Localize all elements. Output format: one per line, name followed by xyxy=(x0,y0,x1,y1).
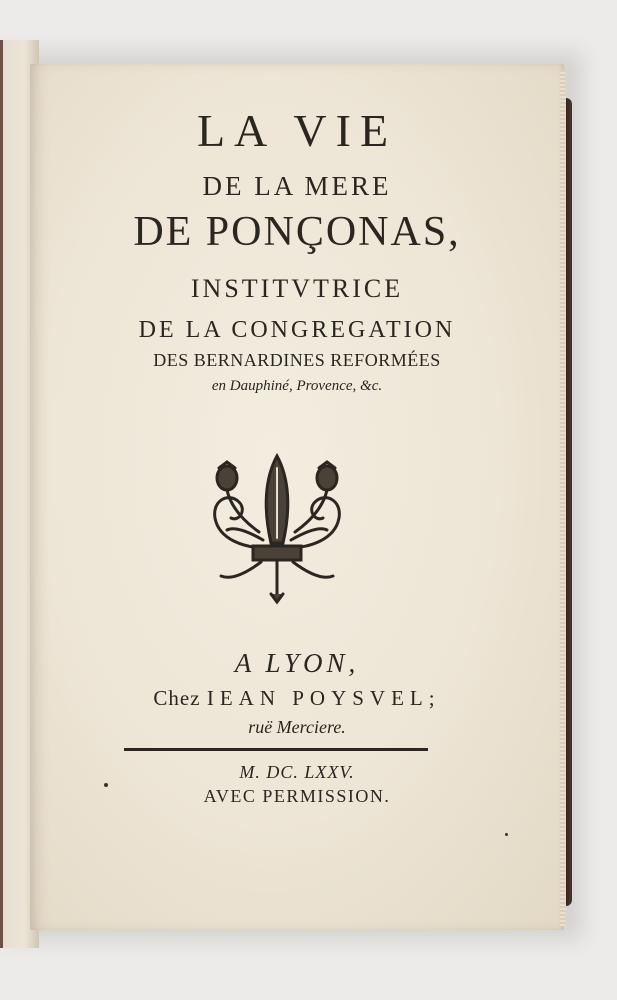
imprint-city: A LYON, xyxy=(234,648,360,678)
ink-speck xyxy=(104,783,108,787)
imprint-prefix: Chez xyxy=(153,686,207,710)
title-line-regions: en Dauphiné, Provence, &c. xyxy=(211,378,383,394)
imprint-street: ruë Merciere. xyxy=(248,717,346,737)
ink-speck xyxy=(505,833,508,836)
bleed-through-text xyxy=(9,140,31,154)
permission-line: AVEC PERMISSION. xyxy=(203,786,391,806)
title-line-congregation: DE LA CONGREGATION xyxy=(138,317,456,343)
title-line-de-la-mere: DE LA MERE xyxy=(202,171,392,201)
title-line-la-vie: LA VIE xyxy=(196,105,398,156)
title-line-bernardines: DES BERNARDINES REFORMÉES xyxy=(153,350,441,370)
imprint-printer: IEAN POYSVEL; xyxy=(206,686,441,710)
fleur-de-lis-icon xyxy=(205,448,350,608)
title-line-institutrice: INSTITVTRICE xyxy=(190,274,404,303)
horizontal-rule xyxy=(124,748,428,751)
imprint-printer-line xyxy=(30,686,564,711)
title-line-de-ponconas: DE PONÇONAS, xyxy=(133,209,461,255)
publication-date: M. DC. LXXV. xyxy=(239,762,355,782)
